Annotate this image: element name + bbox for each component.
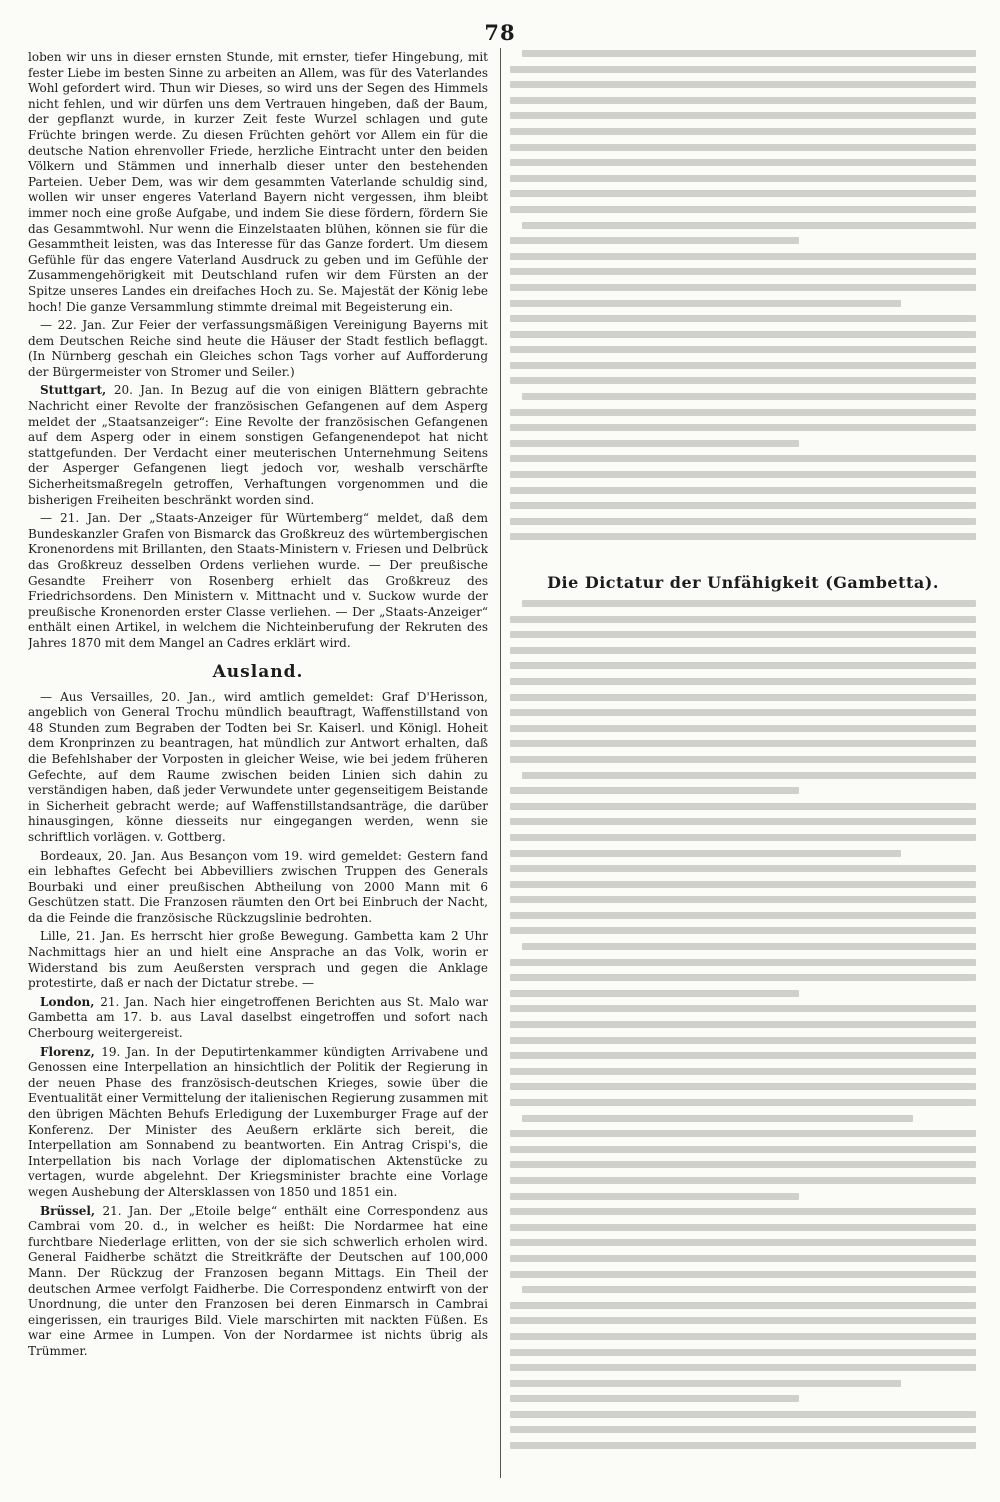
text-line xyxy=(510,159,976,166)
left-paragraph xyxy=(28,318,488,380)
text-line xyxy=(522,393,976,400)
text-line xyxy=(522,772,976,779)
text-line xyxy=(510,253,976,260)
paragraph-text: 19. Jan. In der Deputirtenkammer kündigten Arrivabene und Genossen eine Interpellation an hinsichtlich der Politik der Regierung in der neuen Phase des französisch-deutschen Krieges, sowie über die Eventualität einer Vermittelung der italienischen Regierung zusammen mit den übrigen Mächten Behufs Erledigung der Luxemburger Frage auf der Konferenz. Der Minister des Aeußern erklärte sich bereit, die Interpellation am Sonnabend zu beantworten. Ein Antrag Crispi's, die Interpellation bis nach Vorlage der diplomatischen Aktenstücke zu vertagen, wurde abgelehnt. Der Kriegsminister brachte eine Vorlage wegen Aushebung der Altersklassen von 1850 und 1851 ein. xyxy=(28,1044,488,1199)
paragraph-text: loben wir uns in dieser ernsten Stunde, mit ernster, tiefer Hingebung, mit fester Liebe im besten Sinne zu arbeiten an Allem, was für des Vaterlandes Wohl gefordert wird. Thun wir Dieses, so wird uns der Segen des Himmels nicht fehlen, und wir dürfen uns dem Vertrauen hingeben, daß der Baum, der gepflanzt wurde, in kurzer Zeit feste Wurzel schlagen und gute Früchte bringen werde. Zu diesen Früchten gehört vor Allem ein für die deutsche Nation ehrenvoller Friede, herzliche Eintracht unter den beiden Völkern und Stämmen und innerhalb dieser unter den bestehenden Parteien. Ueber Dem, was wir dem gesammten Vaterlande schuldig sind, wollen wir unser engeres Vaterland Bayern nicht vergessen, ihm bleibt immer noch eine große Aufgabe, und indem Sie diese fördern, fördern Sie das Gesammtwohl. Nur wenn die Einzelstaaten blühen, können sie für die Gesammtheit leisten, was das Interesse für das Ganze fordert. Um diesem Gefühle für das engere Vaterland Ausdruck zu geben und im Gefühle der Zusammengehörigkeit mit Deutschland rufen wir dem Fürsten an der Spitze unseres Landes ein dreifaches Hoch zu. Se. Majestät der König lebe hoch! Die ganze Versammlung stimmte dreimal mit Begeisterung ein. xyxy=(28,50,488,314)
text-line xyxy=(510,818,976,825)
text-line xyxy=(510,865,976,872)
text-line xyxy=(510,850,901,857)
left-column-paragraphs xyxy=(28,50,488,652)
text-line xyxy=(510,440,799,447)
text-line xyxy=(510,1161,976,1168)
text-line xyxy=(510,144,976,151)
paragraph-text: 20. Jan. In Bezug auf die von einigen Blättern gebrachte Nachricht einer Revolte der französischen Gefangenen auf dem Asperg meldet der „Staatsanzeiger“: Eine Revolte der französischen Gefangenen auf dem Asperg oder in einem sonstigen Gefangenendepot hat nicht stattgefunden. Der Verdacht einer meuterischen Unternehmung Seitens der Asperger Gefangenen liegt jedoch vor, weshalb verschärfte Sicherheitsmaßregeln getroffen, Verhaftungen vorgenommen und die bisherigen Freiheiten beschränkt worden sind. xyxy=(28,383,488,507)
text-line xyxy=(510,787,799,794)
ausland-paragraph xyxy=(28,849,488,927)
text-line xyxy=(510,1177,976,1184)
left-paragraph xyxy=(28,383,488,508)
column-divider xyxy=(500,48,501,1478)
text-line xyxy=(510,1224,976,1231)
left-paragraph xyxy=(28,511,488,651)
ausland-paragraphs xyxy=(28,690,488,1360)
paragraph-text: 21. Jan. Nach hier eingetroffenen Berichten aus St. Malo war Gambetta am 17. b. aus Laval daselbst eingetroffen und sofort nach Cherbourg weitergereist. xyxy=(28,994,488,1041)
text-line xyxy=(510,424,976,431)
text-line xyxy=(510,694,976,701)
text-line xyxy=(510,725,976,732)
right-column-news-block xyxy=(510,50,976,540)
text-line xyxy=(510,1317,976,1324)
text-line xyxy=(510,1255,976,1262)
text-line xyxy=(510,709,976,716)
text-line xyxy=(510,362,976,369)
text-line xyxy=(510,97,976,104)
article-heading: Die Dictatur der Unfähigkeit (Gambetta). xyxy=(547,573,939,592)
text-line xyxy=(510,315,976,322)
text-line xyxy=(510,662,976,669)
text-line xyxy=(510,1411,976,1418)
ausland-paragraph xyxy=(28,1045,488,1201)
text-line xyxy=(510,471,976,478)
text-line xyxy=(522,600,976,607)
text-line xyxy=(510,1193,799,1200)
ausland-paragraph xyxy=(28,929,488,991)
text-line xyxy=(510,803,976,810)
text-line xyxy=(510,1021,976,1028)
text-line xyxy=(510,1099,976,1106)
ausland-paragraph xyxy=(28,1204,488,1360)
text-line xyxy=(510,455,976,462)
dateline-place: Stuttgart, xyxy=(40,383,114,398)
dateline-place: Brüssel, xyxy=(40,1203,103,1218)
text-line xyxy=(510,190,976,197)
text-line xyxy=(510,1333,976,1340)
text-line xyxy=(510,631,976,638)
text-line xyxy=(510,1380,901,1387)
paragraph-text: — 22. Jan. Zur Feier der verfassungsmäßigen Vereinigung Bayerns mit dem Deutschen Reiche sind heute die Häuser der Stadt festlich beflaggt. (In Nürnberg geschah ein Gleiches schon Tags vorher auf Aufforderung der Bürgermeister von Stromer und Seiler.) xyxy=(28,318,488,379)
text-line xyxy=(510,1130,976,1137)
text-line xyxy=(522,943,976,950)
paragraph-text: Bordeaux, 20. Jan. Aus Besançon vom 19. wird gemeldet: Gestern fand ein lebhaftes Gefecht bei Abbevilliers zwischen Truppen des Generals Bourbaki und einer preußischen Abtheilung von 2000 Mann mit 6 Geschützen statt. Die Franzosen räumten den Ort bei Einbruch der Nacht, da die Feinde die französische Rückzugslinie bedrohten. xyxy=(28,848,488,925)
article-separator xyxy=(510,549,976,567)
paragraph-text: 21. Jan. Der „Etoile belge“ enthält eine Correspondenz aus Cambrai vom 20. d., in welcher es heißt: Die Nordarmee hat eine furchtbare Niederlage erlitten, von der sie sich schwerlich erholen wird. General Faidherbe schätzt die Streitkräfte der Deutschen auf 100,000 Mann. Der Rückzug der Franzosen begann Mittags. Ein Theil der deutschen Armee verfolgt Faidherbe. Die Correspondenz entwirft von der Unordnung, die unter den Franzosen bei deren Einmarsch in Cambrai eingerissen, ein trauriges Bild. Viele marschirten mit nackten Füßen. Es war eine Armee in Lumpen. Von der Nordarmee ist nichts übrig als Trümmer. xyxy=(28,1203,488,1358)
text-line xyxy=(522,1115,913,1122)
right-column xyxy=(510,50,976,1490)
left-paragraph xyxy=(28,50,488,315)
text-line xyxy=(510,912,976,919)
article-body xyxy=(510,600,976,1449)
text-line xyxy=(510,1146,976,1153)
text-line xyxy=(510,896,976,903)
text-line xyxy=(510,128,976,135)
paragraph-text: Lille, 21. Jan. Es herrscht hier große Bewegung. Gambetta kam 2 Uhr Nachmittags hier an und hielt eine Ansprache an das Volk, worin er Widerstand bis zum Aeußersten versprach und gegen die Anklage protestirte, daß er nach der Dictatur strebe. — xyxy=(28,929,488,991)
text-line xyxy=(510,616,976,623)
text-line xyxy=(510,1395,799,1402)
text-line xyxy=(510,81,976,88)
text-line xyxy=(510,647,976,654)
text-line xyxy=(510,1037,976,1044)
paragraph-text: — Aus Versailles, 20. Jan., wird amtlich gemeldet: Graf D'Herisson, angeblich von General Trochu mündlich beauftragt, Waffenstillstand von 48 Stunden zum Begraben der Todten bei Sr. Kaiserl. und Königl. Hoheit dem Kronprinzen zu beantragen, hat mündlich zur Antwort erhalten, daß die Befehlshaber der Vorposten in gleicher Weise, wie bei jedem früheren Gefechte, auf dem Raume zwischen beiden Linien sich dahin zu verständigen haben, daß jeder Verwundete unter gegenseitigem Beistande in Sicherheit gebracht werde; auf Waffenstillstandsanträge, die darüber hinausgingen, könne diesseits nur eingegangen werden, wenn sie schriftlich vorlägen. v. Gottberg. xyxy=(28,689,488,844)
text-line xyxy=(510,206,976,213)
text-line xyxy=(510,300,901,307)
text-line xyxy=(510,678,976,685)
dateline-place: London, xyxy=(40,994,101,1009)
text-line xyxy=(510,487,976,494)
text-line xyxy=(510,1426,976,1433)
ausland-paragraph xyxy=(28,690,488,846)
text-line xyxy=(510,409,976,416)
text-line xyxy=(510,1083,976,1090)
text-line xyxy=(510,268,976,275)
text-line xyxy=(510,740,976,747)
text-line xyxy=(510,1271,976,1278)
text-line xyxy=(510,834,976,841)
text-line xyxy=(510,377,976,384)
text-line xyxy=(510,237,799,244)
text-line xyxy=(510,959,976,966)
text-line xyxy=(510,346,976,353)
text-line xyxy=(510,112,976,119)
text-line xyxy=(510,974,976,981)
text-line xyxy=(510,1442,976,1449)
ausland-paragraph xyxy=(28,995,488,1042)
text-line xyxy=(522,50,976,57)
text-line xyxy=(510,1052,976,1059)
text-line xyxy=(510,66,976,73)
text-line xyxy=(522,1286,976,1293)
text-line xyxy=(510,518,976,525)
text-line xyxy=(510,881,976,888)
text-line xyxy=(522,222,976,229)
text-line xyxy=(510,1239,976,1246)
dateline-place: Florenz, xyxy=(40,1044,102,1059)
text-line xyxy=(510,1208,976,1215)
text-line xyxy=(510,175,976,182)
text-line xyxy=(510,1302,976,1309)
text-line xyxy=(510,502,976,509)
text-line xyxy=(510,756,976,763)
text-line xyxy=(510,284,976,291)
text-line xyxy=(510,927,976,934)
section-heading-ausland: Ausland. xyxy=(212,661,304,682)
page-number: 78 xyxy=(484,20,516,45)
paragraph-text: — 21. Jan. Der „Staats-Anzeiger für Würtemberg“ meldet, daß dem Bundeskanzler Grafen von Bismarck das Großkreuz des würtembergischen Kronenordens mit Brillanten, den Staats-Ministern v. Friesen und Delbrück das Großkreuz desselben Ordens verliehen wurde. — Der preußische Gesandte Freiherr von Rosenberg erhielt das Großkreuz des Friedrichsordens. Den Ministern v. Mittnacht und v. Suckow wurde der preußische Kronenorden erster Classe verliehen. — Der „Staats-Anzeiger“ enthält einen Artikel, in welchem die Nichteinberufung der Rekruten des Jahres 1870 mit dem Mangel an Cadres erklärt wird. xyxy=(28,511,488,650)
left-column xyxy=(28,50,488,1490)
text-line xyxy=(510,1349,976,1356)
text-line xyxy=(510,1005,976,1012)
text-line xyxy=(510,1364,976,1371)
text-line xyxy=(510,533,976,540)
text-line xyxy=(510,990,799,997)
text-line xyxy=(510,1068,976,1075)
text-line xyxy=(510,331,976,338)
